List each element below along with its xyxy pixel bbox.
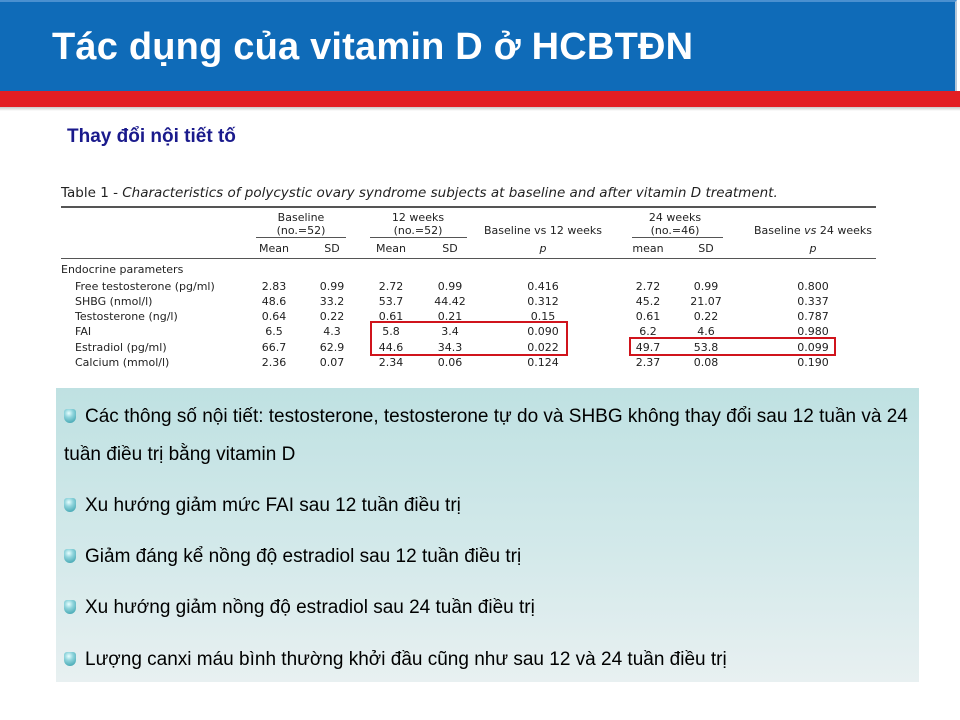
table-cell: 0.980 [797,325,829,338]
header-baseline-rule [256,237,346,238]
table-cell: 6.2 [639,325,657,338]
table-cell: 48.6 [261,295,287,308]
bullet-text: Xu hướng giảm nồng độ estradiol sau 24 tuần điều trị [85,597,535,618]
table-cell: 5.8 [382,325,400,338]
table-cell: 0.787 [797,310,829,323]
row-label: Calcium (mmol/l) [75,356,170,369]
subheader-sd-12w: SD [442,242,458,255]
table-cell: 0.06 [437,356,463,369]
table-cell: 0.99 [319,280,345,293]
table-cell: 3.4 [441,325,459,338]
table-cell: 0.61 [378,310,404,323]
header-12w-label: 12 weeks [391,211,445,224]
table-cell: 2.36 [261,356,287,369]
subheader-mean-24w: mean [632,242,664,255]
table-cell: 53.8 [693,341,719,354]
table-cell: 53.7 [378,295,404,308]
table-cell: 0.64 [261,310,287,323]
table-caption [61,185,778,201]
table-cell: 44.42 [434,295,466,308]
table-header-rule [61,258,876,259]
gem-bullet-icon [64,652,76,666]
table-cell: 0.099 [797,341,829,354]
bullet-item [64,589,914,627]
subheader-mean: Mean [259,242,289,255]
table-cell: 0.22 [319,310,345,323]
table-cell: 0.99 [693,280,719,293]
header-24w-rule [632,237,723,238]
row-label: Free testosterone (pg/ml) [75,280,215,293]
table-cell: 44.6 [378,341,404,354]
table-cell: 2.83 [261,280,287,293]
accent-bar [0,91,960,107]
highlight-box-24w [629,337,836,356]
header-24w-label: 24 weeks [648,211,702,224]
table-cell: 0.312 [527,295,559,308]
table-cell: 0.61 [635,310,661,323]
header-cmp24-prefix: Baseline [753,224,805,237]
subheader-mean-12w: Mean [376,242,406,255]
accent-bar-shadow [0,107,960,111]
header-12w-rule [370,237,467,238]
section-label: Endocrine parameters [61,263,184,276]
highlight-box-12w [370,321,568,356]
table-cell: 0.800 [797,280,829,293]
subheader-p-24w: p [809,242,817,255]
bullet-text: Xu hướng giảm mức FAI sau 12 tuần điều trị [85,495,461,516]
header-cmp24 [754,224,872,237]
subheader-p-12w: p [539,242,547,255]
table-cell: 49.7 [635,341,661,354]
table-cell: 6.5 [265,325,283,338]
row-label: Testosterone (ng/l) [75,310,178,323]
bullet-item [64,487,914,525]
header-24w-n: (no.=46) [650,224,700,237]
table-cell: 0.124 [527,356,559,369]
header-cmp24-suffix: 24 weeks [816,224,873,237]
table-cell: 0.15 [530,310,556,323]
bullet-text: Các thông số nội tiết: testosterone, testosterone tự do và SHBG không thay đổi sau 12 tuần và 24 tuần điều trị bằng vitamin D [64,406,908,465]
table-cell: 21.07 [690,295,722,308]
title-bar [0,0,957,91]
table-cell: 0.190 [797,356,829,369]
row-label: SHBG (nmol/l) [75,295,153,308]
table-cell: 0.022 [527,341,559,354]
table-cell: 62.9 [319,341,345,354]
table-cell: 0.08 [693,356,719,369]
gem-bullet-icon [64,549,76,563]
table-cell: 0.416 [527,280,559,293]
bullet-item [64,538,914,576]
table-cell: 2.37 [635,356,661,369]
subheader-sd: SD [324,242,340,255]
row-label: Estradiol (pg/ml) [75,341,167,354]
header-baseline-n: (no.=52) [276,224,326,237]
gem-bullet-icon [64,498,76,512]
header-cmp24-vs: vs [804,224,817,237]
table-cell: 0.99 [437,280,463,293]
table-cell: 34.3 [437,341,463,354]
gem-bullet-icon [64,600,76,614]
slide-title: Tác dụng của vitamin D ở HCBTĐN [52,26,694,68]
header-baseline-label: Baseline [277,211,325,224]
header-12w-n: (no.=52) [393,224,443,237]
table-cell: 33.2 [319,295,345,308]
table-top-rule [61,206,876,208]
table-cell: 4.3 [323,325,341,338]
table-cell: 0.07 [319,356,345,369]
table-cell: 45.2 [635,295,661,308]
table-cell: 0.337 [797,295,829,308]
bullet-item [64,398,914,474]
slide-subtitle: Thay đổi nội tiết tố [67,126,236,147]
table-caption-prefix: Table 1 - [61,185,123,201]
table-cell: 2.72 [378,280,404,293]
bullet-text: Giảm đáng kể nồng độ estradiol sau 12 tuần điều trị [85,546,522,567]
header-cmp12: Baseline vs 12 weeks [484,224,602,237]
table-cell: 0.090 [527,325,559,338]
table-cell: 0.21 [437,310,463,323]
table-cell: 66.7 [261,341,287,354]
table-cell: 4.6 [697,325,715,338]
table-cell: 2.72 [635,280,661,293]
table-caption-text: Characteristics of polycystic ovary syndrome subjects at baseline and after vitamin D treatment. [122,185,778,201]
row-label: FAI [75,325,92,338]
subheader-sd-24w: SD [698,242,714,255]
table-cell: 2.34 [378,356,404,369]
table-cell: 0.22 [693,310,719,323]
bullet-text: Lượng canxi máu bình thường khởi đầu cũng như sau 12 và 24 tuần điều trị [85,649,727,670]
bullet-item [64,641,914,679]
gem-bullet-icon [64,409,76,423]
